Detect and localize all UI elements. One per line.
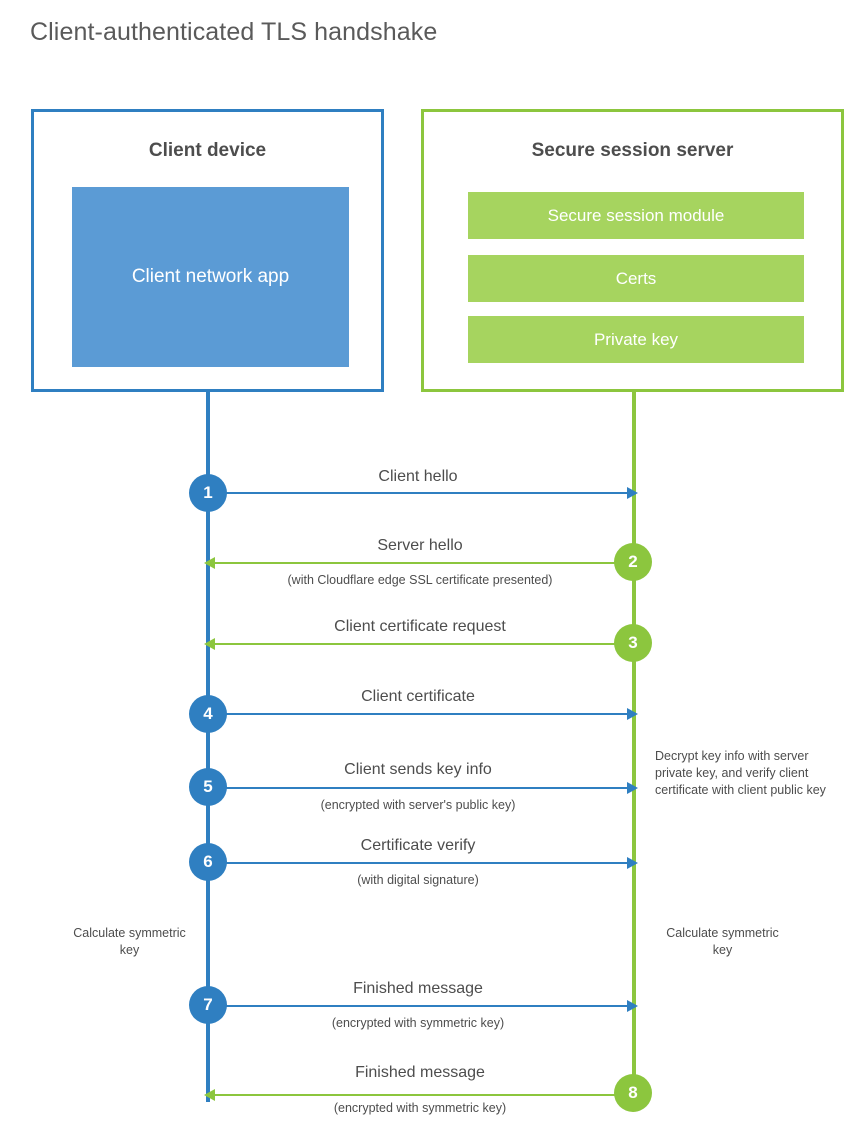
arrowhead-icon xyxy=(627,1000,638,1012)
client-device-box xyxy=(31,109,384,392)
step-circle-2: 2 xyxy=(614,543,652,581)
page-title: Client-authenticated TLS handshake xyxy=(30,18,438,46)
step-circle-6: 6 xyxy=(189,843,227,881)
arrow-step-1 xyxy=(208,492,628,494)
sublabel-step-7: (encrypted with symmetric key) xyxy=(331,1016,505,1030)
step-circle-7: 7 xyxy=(189,986,227,1024)
label-step-3: Client certificate request xyxy=(334,618,506,635)
secure-session-server-box xyxy=(421,109,844,392)
sublabel-step-6: (with digital signature) xyxy=(357,873,479,887)
arrow-step-7 xyxy=(208,1005,628,1007)
sublabel-step-8: (encrypted with symmetric key) xyxy=(333,1101,507,1115)
note-client-calculate-symmetric-key: Calculate symmetric key xyxy=(73,926,186,957)
arrow-step-4 xyxy=(208,713,628,715)
note-server-calculate-symmetric-key: Calculate symmetric key xyxy=(666,926,779,957)
arrowhead-icon xyxy=(627,782,638,794)
server-chip-certs: Certs xyxy=(468,255,804,302)
server-chip-secure-session-module: Secure session module xyxy=(468,192,804,239)
arrow-step-2 xyxy=(214,562,632,564)
label-step-6: Certificate verify xyxy=(360,837,476,854)
arrowhead-icon xyxy=(627,487,638,499)
server-chip-private-key: Private key xyxy=(468,316,804,363)
client-device-title: Client device xyxy=(148,140,267,161)
label-step-2: Server hello xyxy=(377,537,463,554)
arrow-step-5 xyxy=(208,787,628,789)
step-circle-3: 3 xyxy=(614,624,652,662)
step-circle-8: 8 xyxy=(614,1074,652,1112)
sublabel-step-2: (with Cloudflare edge SSL certificate presented) xyxy=(287,573,553,587)
step-circle-1: 1 xyxy=(189,474,227,512)
secure-session-server-title: Secure session server xyxy=(531,140,734,161)
arrowhead-icon xyxy=(204,1089,215,1101)
sublabel-step-5: (encrypted with server's public key) xyxy=(320,798,516,812)
step-circle-5: 5 xyxy=(189,768,227,806)
label-step-4: Client certificate xyxy=(361,688,475,705)
arrowhead-icon xyxy=(627,857,638,869)
arrow-step-8 xyxy=(214,1094,632,1096)
arrowhead-icon xyxy=(204,557,215,569)
arrowhead-icon xyxy=(204,638,215,650)
label-step-1: Client hello xyxy=(378,468,458,485)
client-network-app-block: Client network app xyxy=(72,187,349,367)
step-circle-4: 4 xyxy=(189,695,227,733)
label-step-7: Finished message xyxy=(353,980,483,997)
label-step-5: Client sends key info xyxy=(344,761,492,778)
arrow-step-6 xyxy=(208,862,628,864)
arrowhead-icon xyxy=(627,708,638,720)
arrow-step-3 xyxy=(214,643,632,645)
label-step-8: Finished message xyxy=(355,1064,485,1081)
note-server-decrypt: Decrypt key info with server private key, and verify client certificate with client public key xyxy=(655,749,826,797)
